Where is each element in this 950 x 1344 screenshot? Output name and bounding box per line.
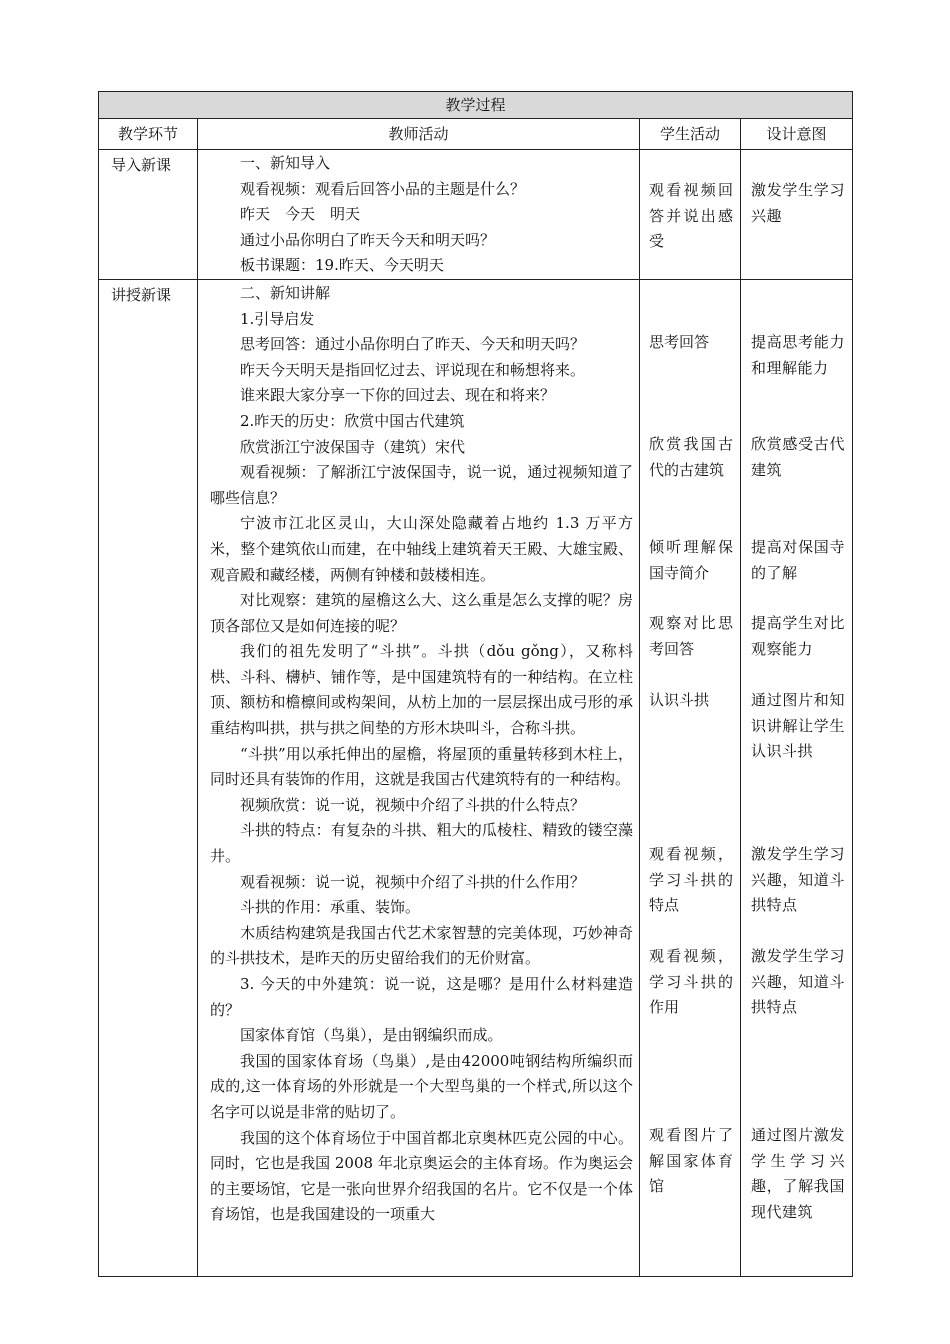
student-note: 认识斗拱: [649, 690, 710, 709]
teacher-line: 昨天 今天 明天: [240, 205, 361, 224]
table-title: 教学过程: [99, 92, 853, 119]
design-note: 激发学生学习兴趣，知道斗拱特点: [751, 844, 845, 915]
teacher-line: “斗拱”用以承托伸出的屋檐，将屋顶的重量转移到木柱上，同时还具有装饰的作用，这就是我国古代建筑特有的一种结构。: [210, 744, 633, 789]
student-note: 观看图片了解国家体育馆: [649, 1125, 733, 1196]
design-note: 提高对保国寺的了解: [751, 537, 845, 582]
design-intent-cell: [741, 150, 853, 280]
design-note: 欣赏感受古代建筑: [751, 434, 845, 479]
teacher-activity-cell: [198, 150, 640, 280]
teacher-line: 板书课题：19.昨天、今天明天: [240, 256, 444, 275]
design-note: 激发学生学习兴趣，知道斗拱特点: [751, 946, 845, 1017]
teacher-line: 我们的祖先发明了“斗拱”。斗拱（dǒu gǒng），又称枓栱、斗科、欂栌、铺作等，是中国建筑特有的一种结构。在立柱顶、额枋和檐檩间或构架间，从枋上加的一层层探出成弓形的承重结构叫拱，拱与拱之间垫的方形木块叫斗，合称斗拱。: [210, 642, 633, 738]
teacher-line: 斗拱的作用：承重、装饰。: [240, 898, 421, 917]
teacher-line: 视频欣赏：说一说，视频中介绍了斗拱的什么特点？: [240, 795, 586, 814]
design-note: 激发学生学习兴趣: [751, 181, 845, 225]
header-student: 学生活动: [640, 119, 741, 150]
student-note: 倾听理解保国寺简介: [649, 537, 733, 582]
header-design: 设计意图: [741, 119, 853, 150]
stage-cell: 讲授新课: [99, 279, 198, 1276]
table-row-lecture: [99, 279, 853, 1276]
student-activity-cell: [640, 150, 741, 280]
teacher-line: 观看视频：了解浙江宁波保国寺，说一说，通过视频知道了哪些信息？: [210, 463, 633, 507]
design-intent-cell: [741, 279, 853, 1276]
teacher-line: 对比观察：建筑的屋檐这么大、这么重是怎么支撑的呢？房顶各部位又是如何连接的呢？: [210, 591, 633, 635]
design-note: 通过图片激发学生学习兴趣，了解我国现代建筑: [751, 1125, 845, 1221]
header-stage: 教学环节: [99, 119, 198, 150]
design-note: 提高学生对比观察能力: [751, 613, 845, 658]
student-note: 观看视频，学习斗拱的特点: [649, 844, 733, 915]
table-row-intro: [99, 150, 853, 280]
teacher-line: 宁波市江北区灵山，大山深处隐藏着占地约 1.3 万平方米，整个建筑依山而建，在中轴线上建筑着天王殿、大雄宝殿、观音殿和藏经楼，两侧有钟楼和鼓楼相连。: [210, 514, 633, 584]
stage-cell: 导入新课: [99, 150, 198, 280]
teacher-line: 斗拱的特点：有复杂的斗拱、粗大的瓜棱柱、精致的镂空藻井。: [210, 821, 633, 866]
design-note: 通过图片和知识讲解让学生认识斗拱: [751, 690, 845, 761]
teacher-line: 木质结构建筑是我国古代艺术家智慧的完美体现，巧妙神奇的斗拱技术，是昨天的历史留给我们的无价财富。: [210, 923, 633, 968]
teacher-line: 思考回答：通过小品你明白了昨天、今天和明天吗？: [240, 335, 586, 354]
teacher-line: 欣赏浙江宁波保国寺（建筑）宋代: [240, 437, 466, 456]
teacher-line: 观看视频：观看后回答小品的主题是什么？: [240, 179, 526, 198]
student-note: 观看视频，学习斗拱的作用: [649, 946, 733, 1017]
teacher-activity-cell: [198, 279, 640, 1276]
teacher-line: 我国的这个体育场位于中国首都北京奥林匹克公园的中心。同时，它也是我国 2008 年北京奥运会的主体育场。作为奥运会的主要场馆，它是一张向世界介绍我国的名片。它不仅是一个体育场馆，也是我国建设的一项重大: [210, 1128, 633, 1224]
header-teacher: 教师活动: [198, 119, 640, 150]
student-note: 观察对比思考回答: [649, 613, 733, 658]
student-note: 欣赏我国古代的古建筑: [649, 434, 733, 479]
design-note: 提高思考能力和理解能力: [751, 332, 845, 377]
teacher-line: 谁来跟大家分享一下你的回过去、现在和将来？: [240, 386, 556, 405]
student-activity-cell: [640, 279, 741, 1276]
teacher-line: 2.昨天的历史：欣赏中国古代建筑: [240, 411, 465, 430]
teacher-line: 二、新知讲解: [240, 283, 331, 302]
header-row: [99, 119, 853, 150]
student-note: 思考回答: [649, 332, 710, 351]
teacher-line: 昨天今天明天是指回忆过去、评说现在和畅想将来。: [240, 360, 586, 379]
teacher-line: 通过小品你明白了昨天今天和明天吗？: [240, 230, 496, 249]
teacher-line: 我国的国家体育场（鸟巢）,是由42000吨钢结构所编织而成的,这一体育场的外形就是一个大型鸟巢的一个样式,所以这个名字可以说是非常的贴切了。: [210, 1051, 633, 1121]
teacher-line: 一、新知导入: [240, 154, 331, 172]
teacher-line: 观看视频：说一说，视频中介绍了斗拱的什么作用？: [240, 872, 586, 891]
teacher-line: 国家体育馆（鸟巢），是由钢编织而成。: [240, 1026, 503, 1045]
teacher-line: 1.引导启发: [240, 309, 315, 328]
student-note: 观看视频回答并说出感受: [649, 181, 733, 251]
teaching-process-table: [98, 91, 853, 1277]
teacher-line: 3. 今天的中外建筑：说一说，这是哪？是用什么材料建造的？: [210, 975, 633, 1019]
